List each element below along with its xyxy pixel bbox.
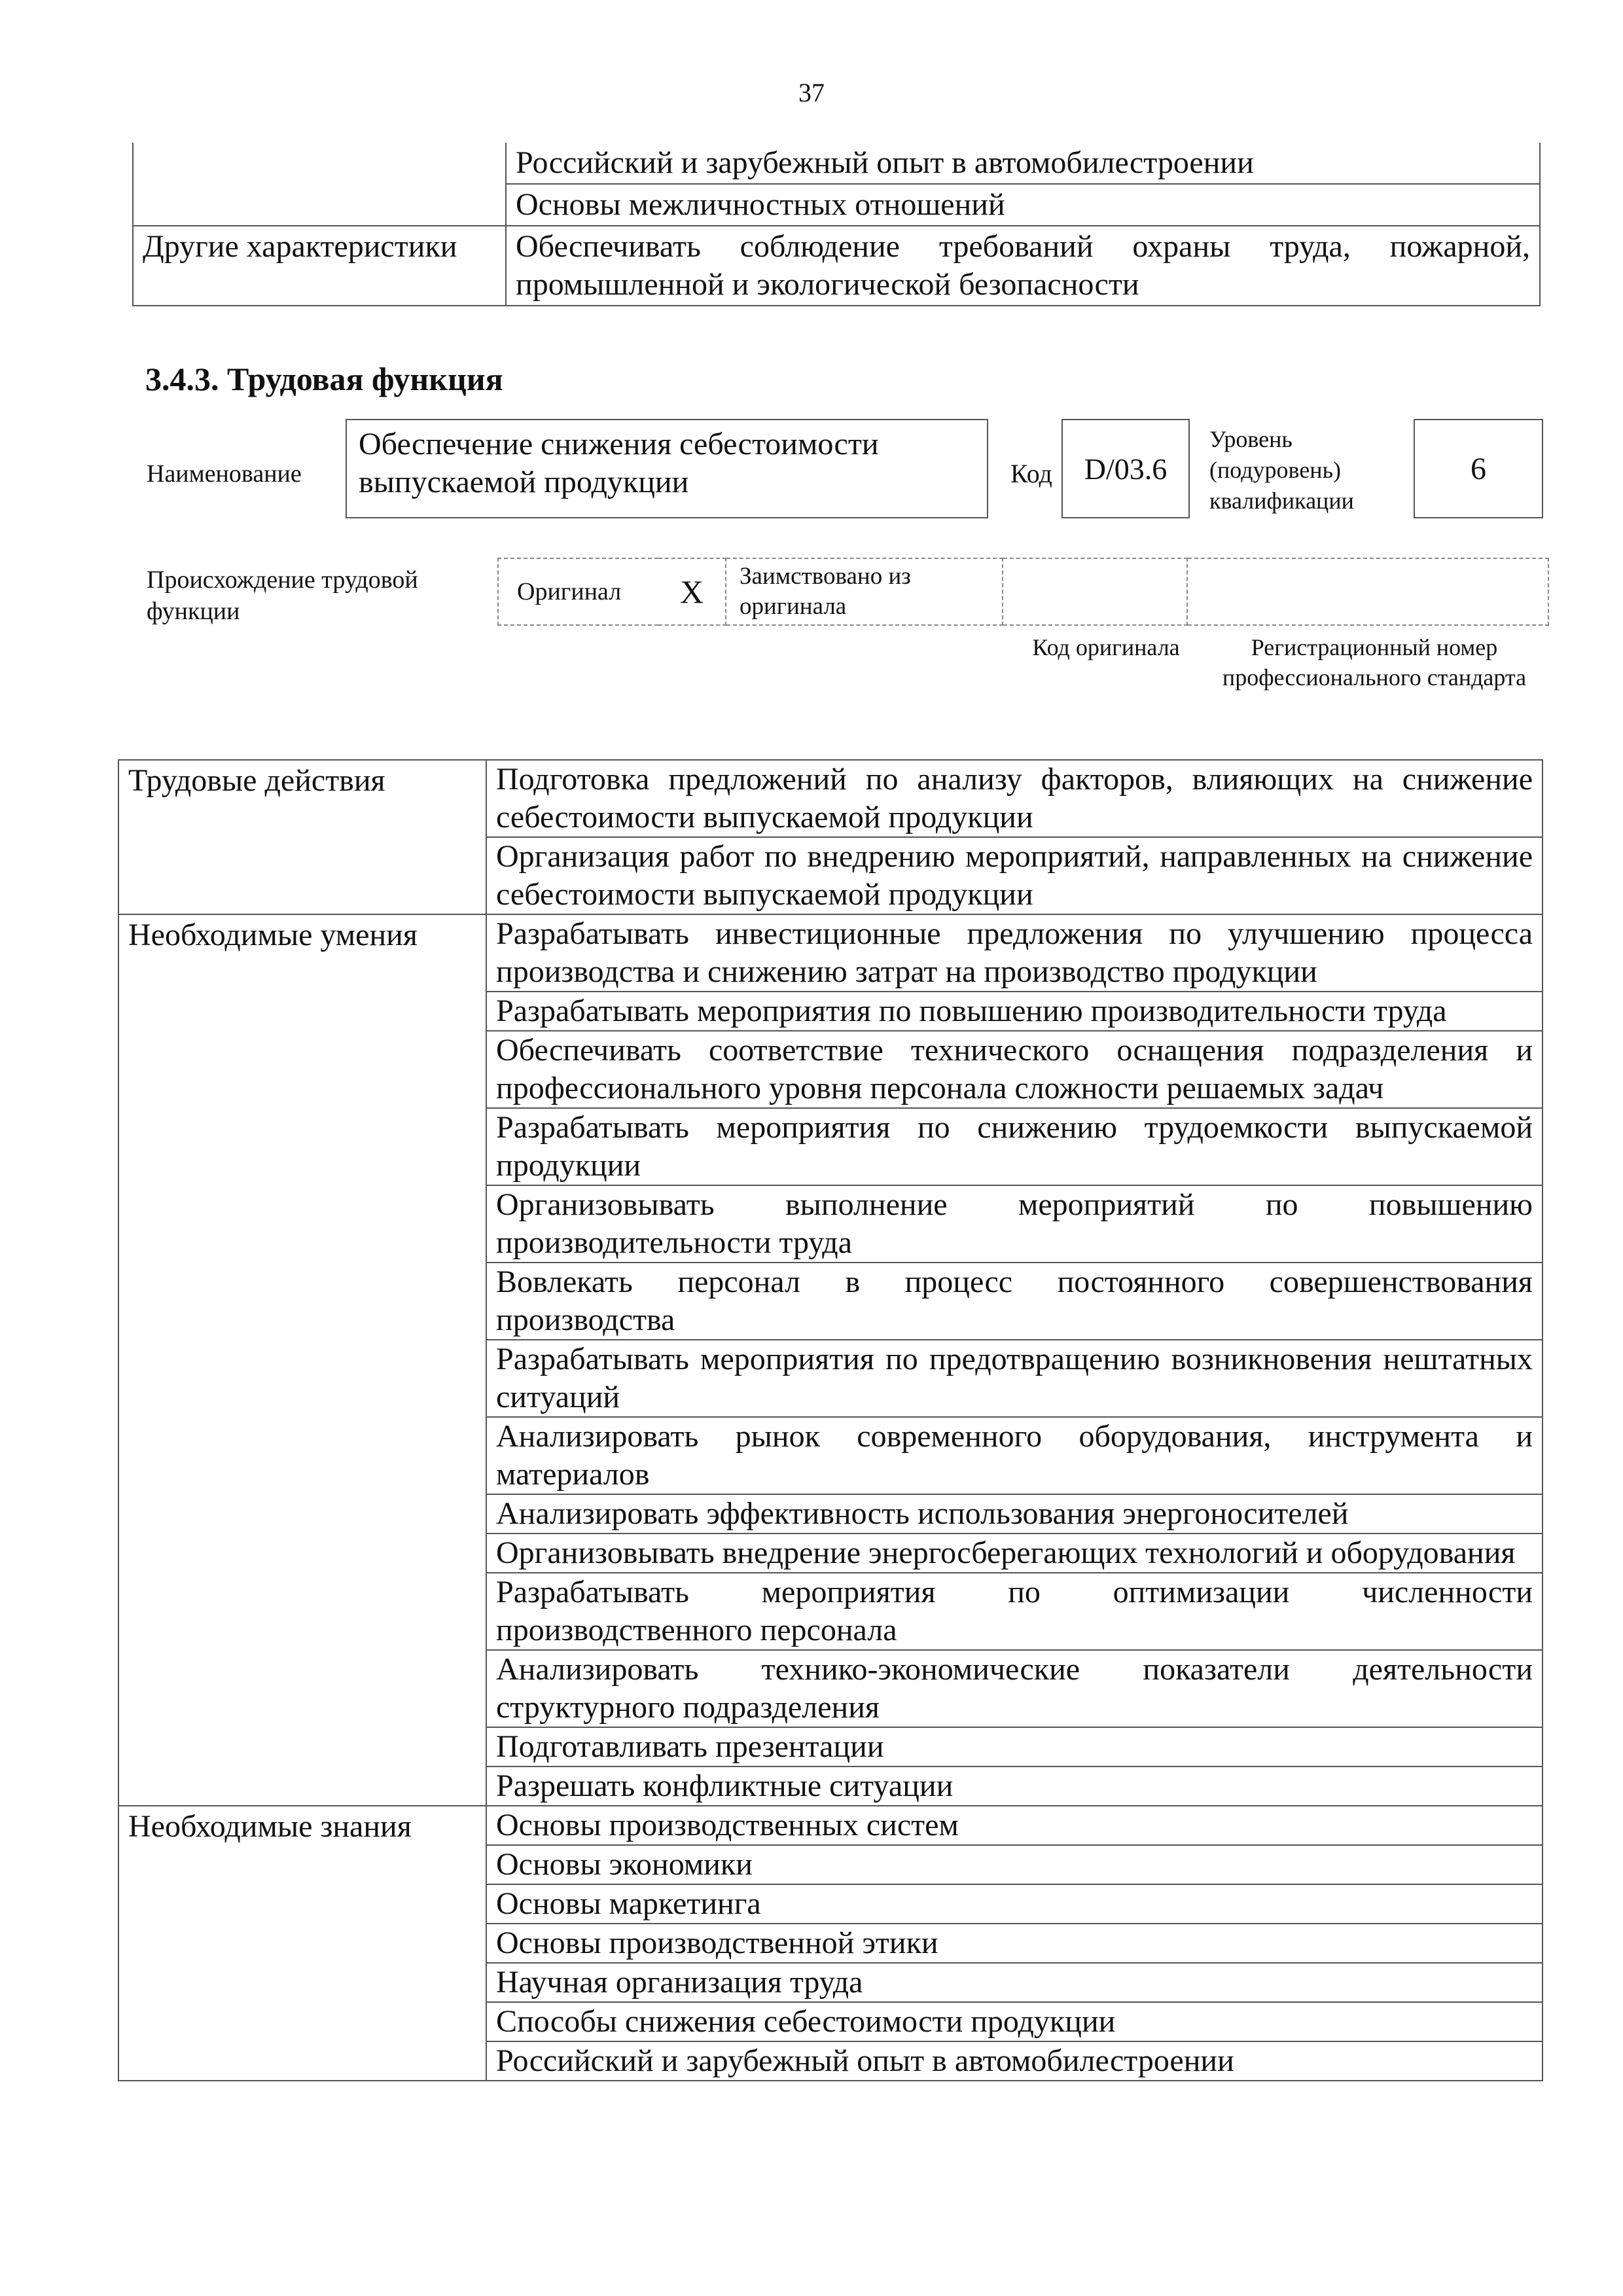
function-table bbox=[118, 759, 1543, 2081]
code-original-caption: Код оригинала bbox=[1032, 634, 1180, 660]
group-label: Трудовые действия bbox=[118, 760, 486, 914]
group-item: Основы производственной этики bbox=[486, 1924, 1543, 1963]
name-label: Наименование bbox=[147, 460, 302, 488]
origin-label: Происхождение трудовой функции bbox=[147, 566, 418, 625]
function-name-box: Обеспечение снижения себестоимости выпускаемой продукции bbox=[346, 419, 988, 518]
group-item: Разрабатывать мероприятия по повышению производительности труда bbox=[486, 992, 1543, 1031]
row-label: Другие характеристики bbox=[133, 226, 506, 306]
table-row bbox=[133, 143, 1540, 184]
code-label: Код bbox=[1010, 459, 1052, 488]
group-item: Организовывать выполнение мероприятий по повышению производительности труда bbox=[486, 1185, 1543, 1263]
level-box: 6 bbox=[1414, 419, 1543, 518]
registration-caption: Регистрационный номер профессионального стандарта bbox=[1222, 634, 1527, 691]
group-item: Анализировать технико-экономические показатели деятельности структурного подразделения bbox=[486, 1650, 1543, 1727]
group-item: Основы экономики bbox=[486, 1845, 1543, 1884]
code-box: D/03.6 bbox=[1061, 419, 1190, 518]
level-label: Уровень (подуровень) квалификации bbox=[1209, 426, 1354, 514]
group-item: Организовывать внедрение энергосберегающих технологий и оборудования bbox=[486, 1534, 1543, 1573]
row-value: Основы межличностных отношений bbox=[506, 184, 1540, 226]
section-title: 3.4.3. Трудовая функция bbox=[145, 361, 503, 397]
group-item: Анализировать эффективность использования энергоносителей bbox=[486, 1494, 1543, 1534]
row-value: Обеспечивать соблюдение требований охраны труда, пожарной, промышленной и экологической безопасности bbox=[506, 226, 1540, 306]
group-item: Научная организация труда bbox=[486, 1963, 1543, 2002]
row-value: Российский и зарубежный опыт в автомобилестроении bbox=[506, 143, 1540, 184]
original-code-cell bbox=[1003, 558, 1187, 625]
borrowed-label: Заимствовано из оригинала bbox=[726, 558, 1003, 625]
page-number: 37 bbox=[798, 78, 825, 107]
table-row bbox=[118, 914, 1543, 992]
table-row bbox=[133, 226, 1540, 306]
original-label: Оригинал bbox=[498, 558, 658, 625]
group-item: Разрабатывать инвестиционные предложения по улучшению процесса производства и снижению затрат на производство продукции bbox=[486, 914, 1543, 992]
origin-table bbox=[497, 558, 1549, 626]
group-item: Организация работ по внедрению мероприятий, направленных на снижение себестоимости выпускаемой продукции bbox=[486, 837, 1543, 914]
group-item: Вовлекать персонал в процесс постоянного совершенствования производства bbox=[486, 1263, 1543, 1340]
group-label: Необходимые умения bbox=[118, 914, 486, 1806]
table-row bbox=[118, 760, 1543, 837]
group-item: Подготавливать презентации bbox=[486, 1727, 1543, 1767]
group-item: Анализировать рынок современного оборудования, инструмента и материалов bbox=[486, 1417, 1543, 1494]
group-label: Необходимые знания bbox=[118, 1806, 486, 2081]
group-item: Разрабатывать мероприятия по предотвращению возникновения нештатных ситуаций bbox=[486, 1340, 1543, 1417]
group-item: Обеспечивать соответствие технического оснащения подразделения и профессионального уровня персонала сложности решаемых задач bbox=[486, 1031, 1543, 1108]
group-item: Российский и зарубежный опыт в автомобилестроении bbox=[486, 2041, 1543, 2081]
continuation-table bbox=[132, 143, 1541, 306]
row-label bbox=[133, 143, 506, 226]
group-item: Разрабатывать мероприятия по оптимизации численности производственного персонала bbox=[486, 1573, 1543, 1650]
table-row bbox=[118, 1806, 1543, 1845]
table-row bbox=[498, 558, 1548, 625]
group-item: Основы производственных систем bbox=[486, 1806, 1543, 1845]
group-item: Способы снижения себестоимости продукции bbox=[486, 2002, 1543, 2041]
original-mark: X bbox=[658, 558, 726, 625]
group-item: Подготовка предложений по анализу факторов, влияющих на снижение себестоимости выпускаемой продукции bbox=[486, 760, 1543, 837]
group-item: Основы маркетинга bbox=[486, 1884, 1543, 1924]
registration-number-cell bbox=[1187, 558, 1548, 625]
group-item: Разрешать конфликтные ситуации bbox=[486, 1767, 1543, 1806]
group-item: Разрабатывать мероприятия по снижению трудоемкости выпускаемой продукции bbox=[486, 1108, 1543, 1185]
